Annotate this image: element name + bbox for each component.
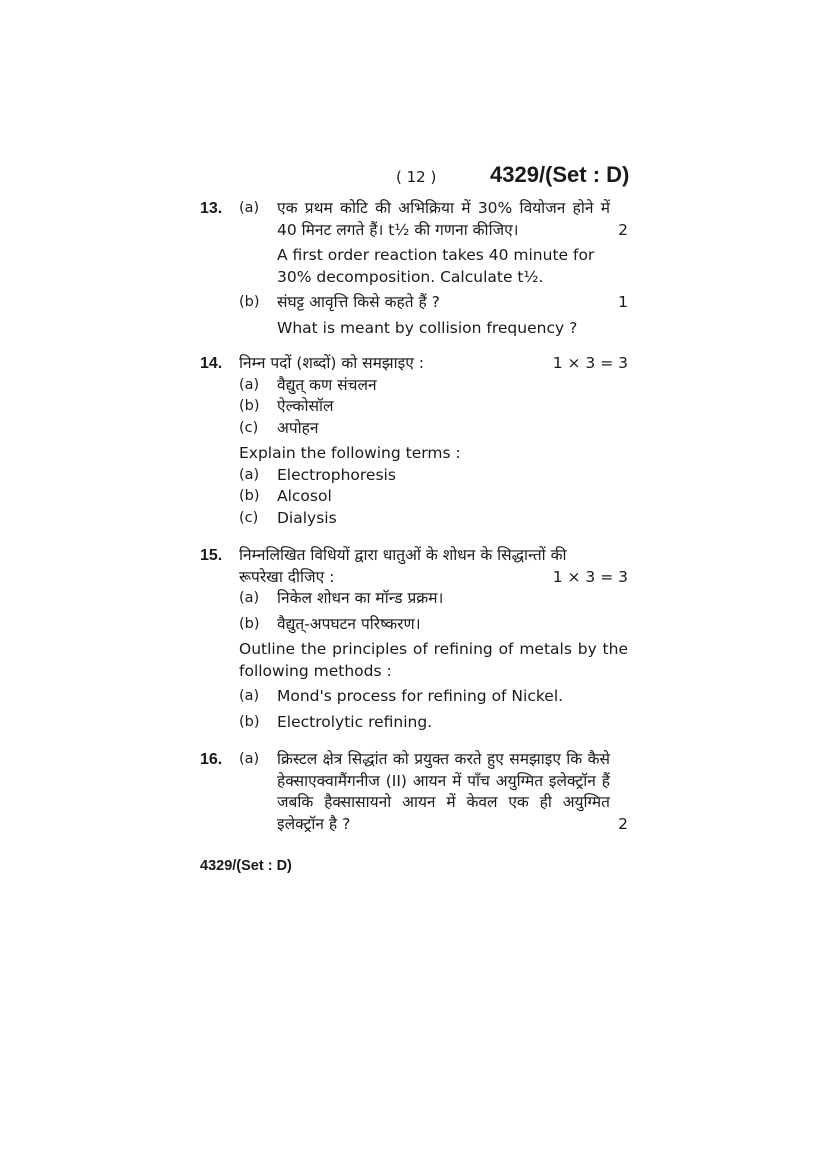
item-label: (a) <box>239 590 260 606</box>
item-label: (b) <box>239 398 260 414</box>
list-item <box>239 396 628 418</box>
part-label: (a) <box>239 200 260 216</box>
q13-part-b <box>239 292 628 314</box>
item-label: (c) <box>239 509 259 526</box>
q14-english-stem: Explain the following terms : <box>239 444 461 462</box>
question-15 <box>200 545 628 733</box>
item-label: (a) <box>239 688 260 704</box>
q13-part-a <box>239 198 628 241</box>
part-label: (a) <box>239 751 260 767</box>
question-13 <box>200 198 628 339</box>
q13b-marks: 1 <box>618 293 628 311</box>
q15-marks: 1 × 3 = 3 <box>552 567 628 586</box>
list-item <box>239 686 628 708</box>
list-item <box>239 375 628 397</box>
q13b-english-text: What is meant by collision frequency ? <box>277 318 578 337</box>
question-number: 15. <box>200 547 223 564</box>
q15-hindi-stem-line-2: रूपरेखा दीजिए : <box>239 567 335 586</box>
q13a-marks: 2 <box>618 220 628 239</box>
paper-code-footer: 4329/(Set : D) <box>200 858 292 874</box>
page-number: ( 12 ) <box>396 168 437 186</box>
q15-hindi-stem-line-1: निम्नलिखित विधियों द्वारा धातुओं के शोधन के सिद्धान्तों की <box>239 546 567 564</box>
q14-marks: 1 × 3 = 3 <box>552 354 628 372</box>
q13a-hindi-text: एक प्रथम कोटि की अभिक्रिया में 30% वियोजन होने में 40 मिनट लगते हैं। t½ की गणना कीजिए। <box>277 199 610 239</box>
list-item <box>239 614 628 636</box>
item-label: (b) <box>239 488 260 504</box>
item-label: (b) <box>239 713 260 730</box>
item-text: Electrolytic refining. <box>277 712 433 731</box>
item-text: Electrophoresis <box>277 465 396 484</box>
paper-code-header: 4329/(Set : D) <box>490 162 630 187</box>
item-label: (a) <box>239 466 260 483</box>
q14-hindi-stem: निम्न पदों (शब्दों) को समझाइए : <box>239 354 424 372</box>
question-14 <box>200 353 628 529</box>
item-label: (b) <box>239 615 260 632</box>
question-number: 16. <box>200 751 223 768</box>
q13a-english-line-2: 30% decomposition. Calculate t½. <box>277 267 544 286</box>
q16a-hindi-text: क्रिस्टल क्षेत्र सिद्धांत को प्रयुक्त करते हुए समझाइए कि कैसे हेक्साएक्वामैंगनीज (II) आयन में पाँच अयुग्मित इलेक्ट्रॉन हैं जबकि हैक्सासायनो आयन में केवल एक ही अयुग्मित इलेक्ट्रॉन है ? <box>277 750 610 833</box>
item-text: निकेल शोधन का मॉन्ड प्रक्रम। <box>277 589 444 607</box>
q16-part-a <box>239 749 628 835</box>
q16a-marks: 2 <box>618 814 628 833</box>
q13a-english-line-1: A first order reaction takes 40 minute for <box>277 246 595 264</box>
part-label: (b) <box>239 294 260 310</box>
list-item <box>239 508 628 530</box>
item-text: Dialysis <box>277 508 337 527</box>
list-item <box>239 465 628 487</box>
question-number: 14. <box>200 355 223 372</box>
item-text: Alcosol <box>277 487 332 505</box>
list-item <box>239 418 628 440</box>
item-label: (c) <box>239 419 259 436</box>
q13b-hindi-text: संघट्ट आवृत्ति किसे कहते हैं ? <box>277 293 440 311</box>
list-item <box>239 486 628 508</box>
item-text: वैद्युत्-अपघटन परिष्करण। <box>277 614 421 633</box>
item-text: Mond's process for refining of Nickel. <box>277 687 564 705</box>
q15-english-stem: Outline the principles of refining of metals by the following methods : <box>239 640 628 680</box>
item-text: वैद्युत् कण संचलन <box>277 375 377 394</box>
list-item <box>239 712 628 734</box>
list-item <box>239 588 628 610</box>
question-number: 13. <box>200 200 223 217</box>
item-label: (a) <box>239 376 260 393</box>
item-text: अपोहन <box>277 418 319 437</box>
question-16 <box>200 749 628 835</box>
item-text: ऐल्कोसॉल <box>277 397 334 415</box>
